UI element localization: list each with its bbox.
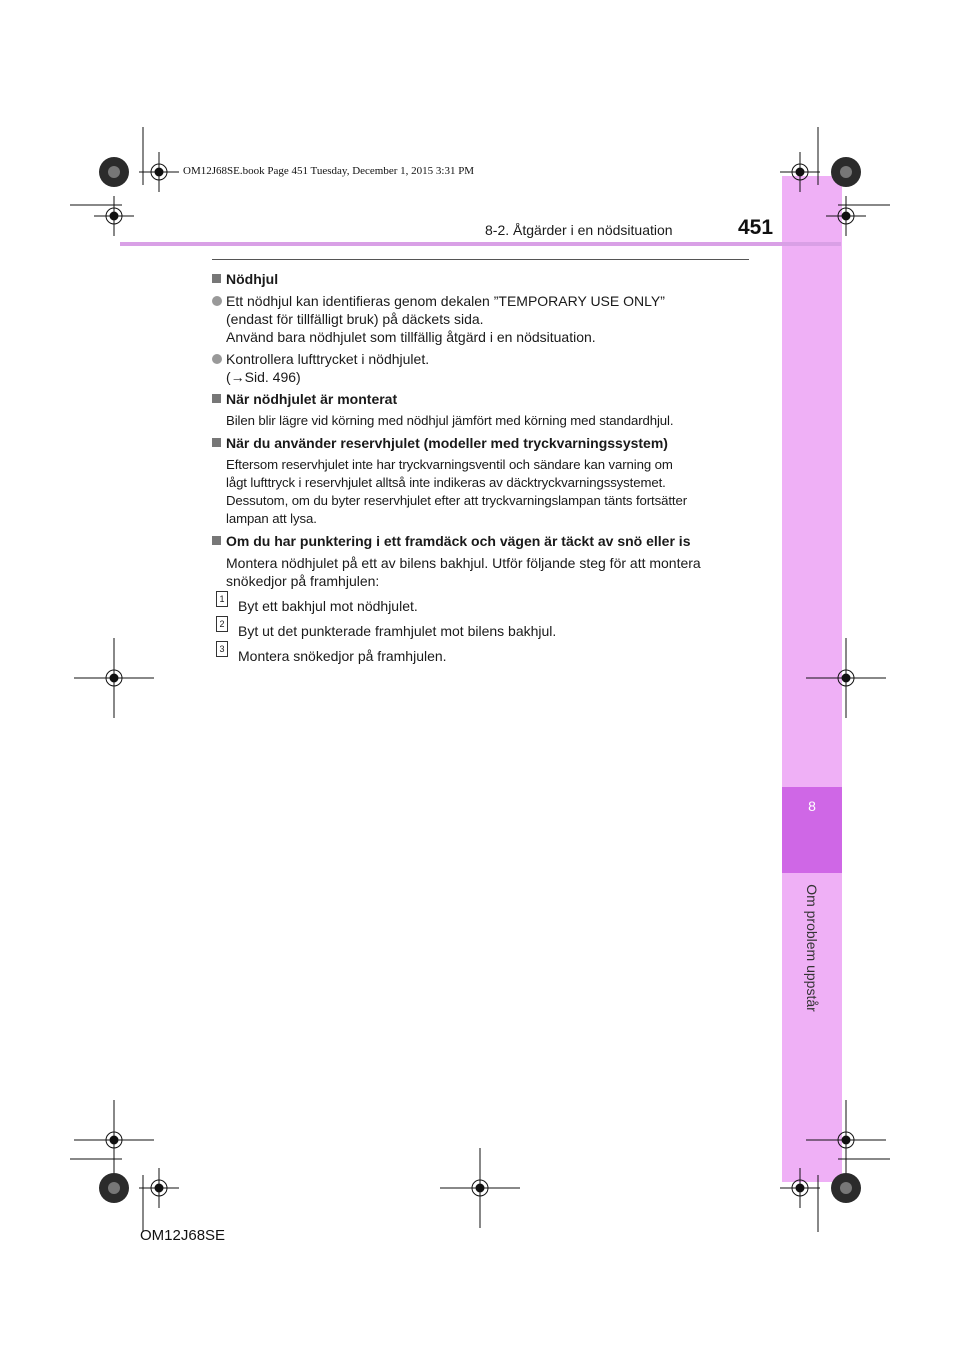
heading-text: Nödhjul bbox=[226, 271, 279, 287]
paragraph: Bilen blir lägre vid körning med nödhjul jämfört med körning med standardhjul. bbox=[226, 413, 674, 428]
step-text: Montera snökedjor på framhjulen. bbox=[238, 648, 447, 664]
text-line: Använd bara nödhjulet som tillfällig åtgärd i en nödsituation. bbox=[226, 329, 596, 345]
document-code: OM12J68SE bbox=[140, 1227, 226, 1244]
calibration-wheel-icon bbox=[99, 157, 129, 187]
heading-text: Om du har punktering i ett framdäck och vägen är täckt av snö eller is bbox=[226, 533, 691, 549]
text-line: lågt lufttryck i reservhjulet alltså inte indikeras av däcktryckvarningssystemet. bbox=[226, 475, 666, 490]
section-title: 8-2. Åtgärder i en nödsituation bbox=[485, 222, 673, 238]
step-item bbox=[212, 619, 748, 640]
bullet-item bbox=[212, 292, 748, 346]
page-number: 451 bbox=[738, 216, 774, 239]
page-reference: (→Sid. 496) bbox=[226, 369, 301, 385]
page-content bbox=[212, 266, 748, 665]
chapter-number: 8 bbox=[808, 798, 816, 814]
registration-target-icon bbox=[94, 196, 134, 236]
square-bullet-icon bbox=[212, 438, 221, 447]
step-text: Byt ut det punkterade framhjulet mot bilens bakhjul. bbox=[238, 623, 557, 639]
square-bullet-icon bbox=[212, 274, 221, 283]
text-line: snökedjor på framhjulen: bbox=[226, 573, 380, 589]
registration-target-icon bbox=[139, 152, 179, 192]
round-bullet-icon bbox=[212, 354, 222, 364]
registration-target-icon bbox=[826, 196, 866, 236]
registration-target-icon bbox=[780, 152, 820, 192]
text-line: Eftersom reservhjulet inte har tryckvarningsventil och sändare kan varning om bbox=[226, 457, 673, 472]
step-number: 2 bbox=[216, 616, 228, 632]
heading-text: När nödhjulet är monterat bbox=[226, 391, 398, 407]
text-line: Dessutom, om du byter reservhjulet efter att tryckvarningslampan tänts fortsätter bbox=[226, 493, 687, 508]
book-info: OM12J68SE.book Page 451 Tuesday, December 1, 2015 3:31 PM bbox=[183, 165, 475, 177]
bullet-item bbox=[212, 350, 748, 386]
square-bullet-icon bbox=[212, 394, 221, 403]
registration-target-icon bbox=[440, 1148, 520, 1228]
text-line: Ett nödhjul kan identifieras genom dekalen ”TEMPORARY USE ONLY” bbox=[226, 293, 665, 309]
step-item bbox=[212, 594, 748, 615]
registration-target-icon bbox=[139, 1168, 179, 1208]
step-number: 3 bbox=[216, 641, 228, 657]
header-bar bbox=[120, 242, 841, 246]
section-heading bbox=[212, 434, 748, 452]
header-rule bbox=[212, 259, 749, 260]
calibration-wheel-icon bbox=[99, 1173, 129, 1203]
section-heading bbox=[212, 270, 748, 288]
section-heading bbox=[212, 532, 748, 550]
step-number: 1 bbox=[216, 591, 228, 607]
chapter-label: Om problem uppstår bbox=[804, 884, 820, 1012]
text-line: lampan att lysa. bbox=[226, 511, 317, 526]
calibration-wheel-icon bbox=[831, 1173, 861, 1203]
heading-text: När du använder reservhjulet (modeller med tryckvarningssystem) bbox=[226, 435, 668, 451]
square-bullet-icon bbox=[212, 536, 221, 545]
text-line: Montera nödhjulet på ett av bilens bakhjul. Utför följande steg för att montera bbox=[226, 555, 701, 571]
paragraph bbox=[212, 456, 748, 528]
registration-target-icon bbox=[806, 638, 886, 718]
registration-target-icon bbox=[806, 1100, 886, 1180]
round-bullet-icon bbox=[212, 296, 222, 306]
step-text: Byt ett bakhjul mot nödhjulet. bbox=[238, 598, 418, 614]
text-line: (endast för tillfälligt bruk) på däckets sida. bbox=[226, 311, 484, 327]
text-line: Kontrollera lufttrycket i nödhjulet. bbox=[226, 351, 430, 367]
step-item bbox=[212, 644, 748, 665]
section-heading bbox=[212, 390, 748, 408]
registration-target-icon bbox=[74, 1100, 154, 1180]
calibration-wheel-icon bbox=[831, 157, 861, 187]
registration-target-icon bbox=[74, 638, 154, 718]
paragraph bbox=[212, 554, 748, 590]
registration-target-icon bbox=[780, 1168, 820, 1208]
